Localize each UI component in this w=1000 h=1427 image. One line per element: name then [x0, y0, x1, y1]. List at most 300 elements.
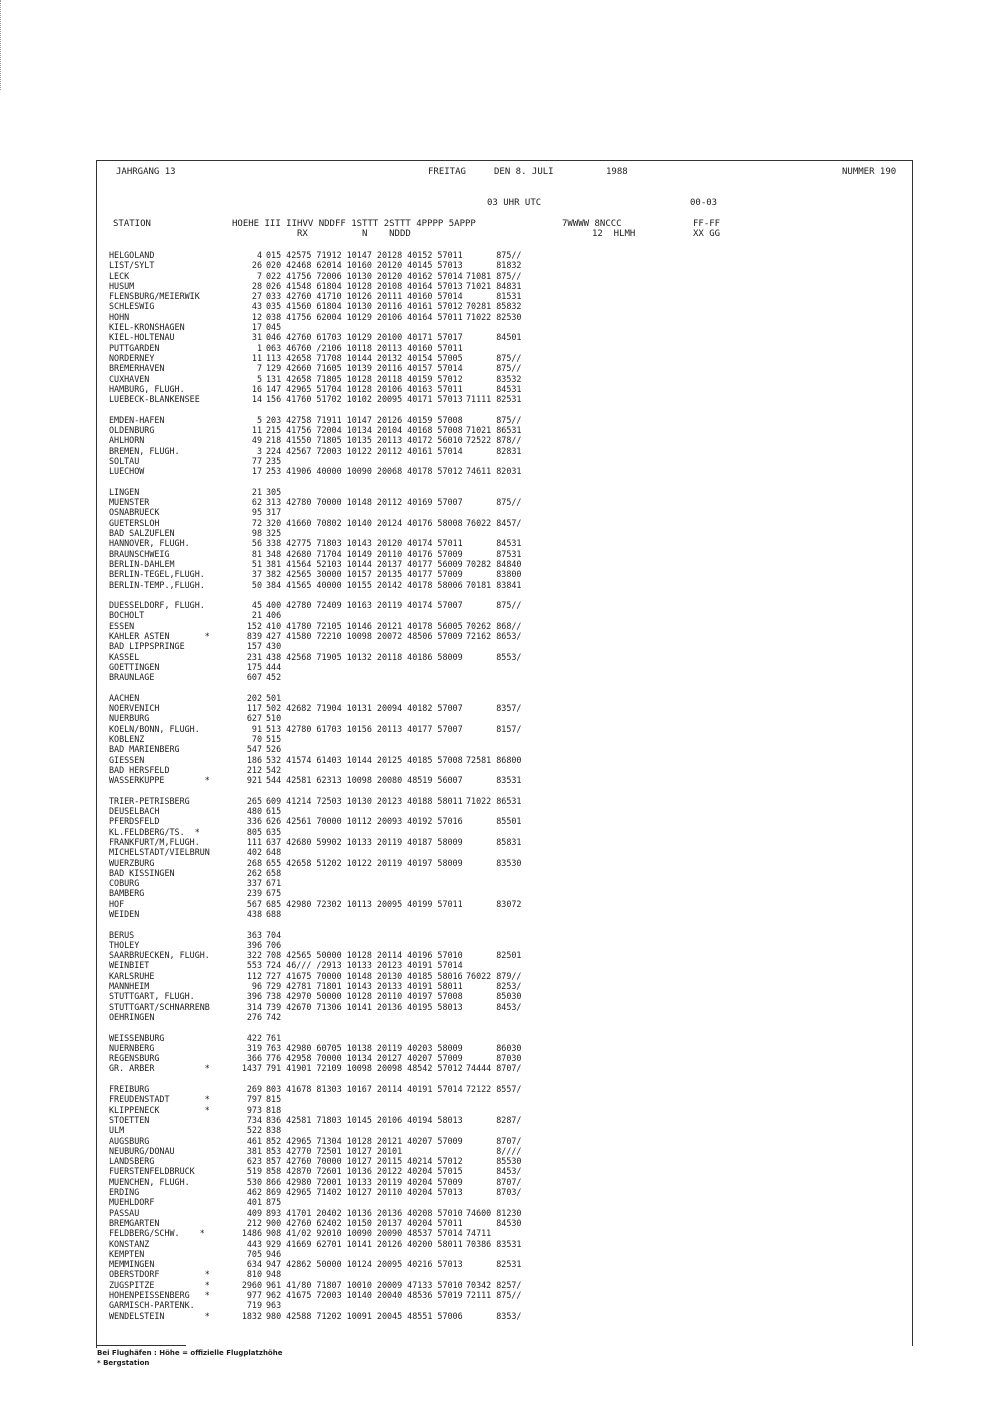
observation-values: 410 41780 72105 10146 20121 40178 56005 [266, 620, 463, 631]
weather-codes: 71022 82530 [466, 311, 522, 322]
column-codes-b1: 7WWWW 8NCCC [562, 219, 622, 229]
station-name: MUENCHEN, FLUGH. [109, 1176, 190, 1187]
station-name: TRIER-PETRISBERG [109, 795, 190, 806]
station-name [109, 404, 210, 414]
weather-codes: 83530 [466, 857, 522, 868]
station-name: COBURG [109, 878, 140, 889]
column-codes-c1: FF-FF [693, 219, 721, 229]
station-name: BAD HERSFELD [109, 764, 170, 775]
station-name: MUEHLDORF [109, 1197, 155, 1208]
station-name: FLENSBURG/MEIERWIK [109, 291, 200, 302]
observation-values: 637 42680 59902 10133 20119 40187 58009 [266, 836, 463, 847]
observation-values: 685 42980 72302 10113 20095 40199 57011 [266, 898, 463, 909]
station-height: 462 [246, 1187, 262, 1198]
station-name: STOETTEN [109, 1114, 150, 1125]
station-height [218, 477, 262, 487]
weather-codes: 70282 84840 [466, 558, 522, 569]
station-name [109, 1022, 210, 1032]
column-codes-b2: 12 HLMH [592, 229, 636, 239]
observation-values: 544 42581 62313 10098 20080 48519 56007 [266, 775, 463, 786]
observation-values: 852 42965 71304 10128 20121 40207 57009 [266, 1135, 463, 1146]
station-name: CUXHAVEN [109, 373, 150, 384]
observation-values: 648 [266, 847, 282, 858]
station-name: KIEL-KRONSHAGEN [109, 322, 185, 333]
weather-codes: 8357/ [466, 703, 522, 714]
station-height: 409 [246, 1207, 262, 1218]
weather-codes: 8453/ [466, 1001, 522, 1012]
weather-codes [466, 734, 521, 744]
weather-codes [466, 878, 521, 888]
weather-cloud-codes-column [466, 250, 521, 1321]
station-height: 239 [246, 888, 262, 899]
station-height: 51 [251, 558, 262, 569]
station-height: 805 [246, 826, 262, 837]
observation-values: 858 42870 72601 10136 20122 40204 57015 [266, 1166, 463, 1177]
weather-codes: 71111 82531 [466, 394, 522, 405]
weather-codes: 76022 879// [466, 970, 522, 981]
observation-values: 532 41574 61403 10144 20125 40185 57008 [266, 754, 463, 765]
observation-values: 875 [266, 1197, 282, 1208]
weather-codes [466, 487, 521, 497]
column-station: STATION [113, 219, 151, 229]
observation-values: 615 [266, 806, 282, 817]
station-name [109, 1074, 210, 1084]
observation-values [266, 477, 463, 487]
observation-values: 406 [266, 610, 282, 621]
station-name: ZUGSPITZE * [109, 1279, 210, 1290]
observation-values: 776 42958 70000 10134 20127 40207 57009 [266, 1053, 463, 1064]
station-name [109, 590, 210, 600]
weather-codes: 8157/ [466, 723, 522, 734]
station-name: LUECHOW [109, 466, 145, 477]
station-height: 396 [246, 991, 262, 1002]
observation-values [266, 404, 463, 414]
station-height: 1832 [241, 1310, 262, 1321]
station-name: FREIBURG [109, 1084, 150, 1095]
station-name: GUETERSLOH [109, 517, 160, 528]
observation-values: 724 46/// /2913 10133 20123 40191 57014 [266, 960, 463, 971]
station-height: 337 [246, 878, 262, 889]
observation-values: 045 [266, 322, 282, 333]
weather-codes: 875// [466, 363, 522, 374]
station-height: 567 [246, 898, 262, 909]
weather-codes: 8253/ [466, 981, 522, 992]
observation-values: 430 [266, 641, 282, 652]
station-height: 152 [246, 620, 262, 631]
observation-values: 215 41756 72004 10134 20104 40168 57008 [266, 425, 463, 436]
station-name: OEHRINGEN [109, 1011, 155, 1022]
station-name: AHLHORN [109, 435, 145, 446]
observation-values: 452 [266, 672, 282, 683]
weather-codes [466, 1105, 521, 1115]
station-name: HANNOVER, FLUGH. [109, 538, 190, 549]
station-name: BAD KISSINGEN [109, 867, 175, 878]
weather-codes [466, 528, 521, 538]
weather-codes: 87030 [466, 1053, 522, 1064]
weather-codes: 72122 8557/ [466, 1084, 522, 1095]
station-name: HOF [109, 898, 125, 909]
weather-codes: 70342 8257/ [466, 1279, 522, 1290]
observation-values: 658 [266, 867, 282, 878]
observation-values: 129 42660 71605 10139 20116 40157 57014 [266, 363, 463, 374]
station-height: 366 [246, 1053, 262, 1064]
weather-codes: 83531 [466, 775, 522, 786]
weather-codes [466, 868, 521, 878]
observation-values: 400 42780 72409 10163 20119 40174 57007 [266, 600, 463, 611]
observation-values: 526 [266, 744, 282, 755]
station-height: 2960 [241, 1279, 262, 1290]
station-height: 396 [246, 939, 262, 950]
observation-values: 791 41901 72109 10098 20098 48542 57012 [266, 1063, 463, 1074]
station-height: 231 [246, 651, 262, 662]
observation-values: 542 [266, 764, 282, 775]
station-height: 438 [246, 909, 262, 919]
observation-values [266, 590, 463, 600]
station-name: KASSEL [109, 651, 140, 662]
station-name: KOBLENZ [109, 733, 145, 744]
observation-values: 203 42758 71911 10147 20126 40159 57008 [266, 414, 463, 425]
observation-values: 857 42760 70000 10127 20115 40214 57012 [266, 1156, 463, 1167]
station-height: 530 [246, 1176, 262, 1187]
station-height: 381 [246, 1145, 262, 1156]
observation-values: 348 42680 71704 10149 20110 40176 57009 [266, 548, 463, 559]
station-name: KLIPPENECK * [109, 1104, 210, 1115]
weather-codes: 83532 [466, 373, 522, 384]
station-name: ESSEN [109, 620, 135, 631]
weather-codes [466, 1249, 521, 1259]
observation-values: 706 [266, 939, 282, 950]
weather-codes: 76022 8457/ [466, 517, 522, 528]
station-name: GR. ARBER * [109, 1063, 210, 1074]
station-height [218, 404, 262, 414]
weather-codes [466, 343, 521, 353]
observation-values: 438 42568 71905 10132 20118 40186 58009 [266, 651, 463, 662]
weather-codes: 71022 86531 [466, 795, 522, 806]
station-height: 112 [246, 970, 262, 981]
weather-codes [466, 765, 521, 775]
weather-codes [466, 888, 521, 898]
station-name: EMDEN-HAFEN [109, 414, 165, 425]
observation-values: 427 41580 72210 10098 20072 48506 57009 [266, 630, 463, 641]
station-height: 547 [246, 744, 262, 755]
station-height [218, 1074, 262, 1084]
station-height: 70 [251, 733, 262, 744]
station-name: NUERNBERG [109, 1042, 155, 1053]
observation-values: 063 46760 /2106 10118 20113 40160 57011 [266, 342, 463, 353]
weather-codes [466, 682, 521, 692]
station-name-column [109, 250, 210, 1321]
station-name: ERDING [109, 1187, 140, 1198]
station-height: 49 [251, 435, 262, 446]
station-name: WENDELSTEIN * [109, 1310, 210, 1321]
header-day: FREITAG [428, 167, 466, 177]
weather-codes [466, 1012, 521, 1022]
observation-values: 020 42468 62014 10160 20120 40145 57013 [266, 260, 463, 271]
weather-codes: 85501 [466, 816, 522, 827]
station-height [218, 1022, 262, 1032]
station-name: WEISSENBURG [109, 1032, 165, 1043]
observation-values: 253 41906 40000 10090 20068 40178 57012 [266, 466, 463, 477]
observation-values: 325 [266, 528, 282, 539]
observation-values: 609 41214 72503 10130 20123 40188 58011 [266, 795, 463, 806]
station-name: BERLIN-DAHLEM [109, 558, 175, 569]
station-height: 461 [246, 1135, 262, 1146]
station-height: 401 [246, 1197, 262, 1208]
observation-values: 038 41756 62004 10129 20106 40164 57011 [266, 311, 463, 322]
station-name: THOLEY [109, 939, 140, 950]
station-height: 202 [246, 692, 262, 703]
station-height: 402 [246, 847, 262, 858]
station-name [109, 682, 210, 692]
observation-values: 729 42781 71801 10143 20133 40191 58011 [266, 981, 463, 992]
station-name: MICHELSTADT/VIELBRUN [109, 847, 210, 858]
station-height: 16 [251, 383, 262, 394]
station-height: 921 [246, 775, 262, 786]
weather-codes [466, 960, 521, 970]
station-height: 623 [246, 1156, 262, 1167]
station-height: 17 [251, 322, 262, 333]
station-height: 319 [246, 1042, 262, 1053]
station-height: 268 [246, 857, 262, 868]
observation-values [266, 1022, 463, 1032]
station-name: LUEBECK-BLANKENSEE [109, 394, 200, 405]
weather-codes: 71021 86531 [466, 425, 522, 436]
station-name: BREMGARTEN [109, 1217, 160, 1228]
weather-codes: 85530 [466, 1156, 522, 1167]
station-name: GARMISCH-PARTENK. [109, 1300, 195, 1311]
station-name: MUENSTER [109, 497, 150, 508]
observation-values: 853 42770 72501 10127 20101 [266, 1145, 403, 1156]
weather-codes: 81531 [466, 291, 522, 302]
weather-codes: 74444 8707/ [466, 1063, 522, 1074]
station-name: SCHLESWIG [109, 301, 155, 312]
observation-values: 501 [266, 692, 282, 703]
weather-codes [466, 641, 521, 651]
station-name: NEUBURG/DONAU [109, 1145, 175, 1156]
weather-codes: 84531 [466, 383, 522, 394]
observation-values: 338 42775 71803 10143 20120 40174 57011 [266, 538, 463, 549]
station-name: KOELN/BONN, FLUGH. [109, 723, 200, 734]
station-name [109, 919, 210, 929]
station-height: 1 [256, 342, 262, 353]
station-height: 37 [251, 569, 262, 580]
weather-codes: 70181 83841 [466, 579, 522, 590]
observation-values: 761 [266, 1032, 282, 1043]
weather-codes: 84501 [466, 332, 522, 343]
station-name: NORDERNEY [109, 352, 155, 363]
weather-codes: 82501 [466, 950, 522, 961]
station-name: HOHENPEISSENBERG * [109, 1289, 210, 1300]
weather-codes: 8287/ [466, 1114, 522, 1125]
observation-values: 962 41675 72003 10140 20040 48536 57019 [266, 1289, 463, 1300]
station-name: KL.FELDBERG/TS. * [109, 826, 200, 837]
station-name: KARLSRUHE [109, 970, 155, 981]
station-height: 977 [246, 1289, 262, 1300]
observation-values: 688 [266, 909, 282, 919]
station-name: BAD MARIENBERG [109, 744, 180, 755]
observation-values: 763 42980 60705 10138 20119 40203 58009 [266, 1042, 463, 1053]
weather-codes: 70262 868// [466, 620, 522, 631]
station-height: 4 [256, 250, 262, 260]
station-name: WEIDEN [109, 909, 140, 919]
station-name: BAD LIPPSPRINGE [109, 641, 185, 652]
observation-values: 655 42658 51202 10122 20119 40197 58009 [266, 857, 463, 868]
station-name: PASSAU [109, 1207, 140, 1218]
station-height: 96 [251, 981, 262, 992]
station-height: 28 [251, 280, 262, 291]
weather-codes: 8//// [466, 1145, 522, 1156]
observation-values: 671 [266, 878, 282, 889]
observation-values: 929 41669 62701 10141 20126 40200 58011 [266, 1238, 463, 1249]
weather-codes: 875// [466, 250, 522, 260]
weather-codes [466, 404, 521, 414]
observation-values: 046 42760 61703 10129 20100 40171 57017 [266, 332, 463, 343]
station-height: 269 [246, 1084, 262, 1095]
station-name: HUSUM [109, 280, 135, 291]
station-name: STUTTGART, FLUGH. [109, 991, 195, 1002]
weather-codes [466, 1022, 521, 1032]
header-date: DEN 8. JULI [494, 167, 554, 177]
station-name: AUGSBURG [109, 1135, 150, 1146]
station-height: 627 [246, 713, 262, 724]
observation-values: 382 42565 30000 10157 20135 40177 57009 [266, 569, 463, 580]
station-name: MEMMINGEN [109, 1259, 155, 1270]
observation-values: 980 42588 71202 10091 20045 48551 57006 [266, 1310, 463, 1321]
weather-codes: 84531 [466, 538, 522, 549]
station-height: 91 [251, 723, 262, 734]
station-height: 111 [246, 836, 262, 847]
observation-values [266, 919, 463, 929]
weather-codes [466, 590, 521, 600]
observation-values: 305 [266, 486, 282, 497]
weather-codes: 71021 84831 [466, 280, 522, 291]
observation-values: 963 [266, 1300, 282, 1311]
report-frame-left-edge [96, 160, 97, 1348]
station-name: BRAUNLAGE [109, 672, 155, 683]
station-height: 43 [251, 301, 262, 312]
observation-values: 727 41675 70000 10148 20130 40185 58016 [266, 970, 463, 981]
station-height: 480 [246, 806, 262, 817]
weather-codes: 875// [466, 352, 522, 363]
station-height: 77 [251, 455, 262, 466]
weather-codes [466, 919, 521, 929]
station-height: 336 [246, 816, 262, 827]
weather-codes: 83800 [466, 569, 522, 580]
observation-values: 502 42682 71904 10131 20094 40182 57007 [266, 703, 463, 714]
weather-codes: 87531 [466, 548, 522, 559]
weather-codes: 8353/ [466, 1310, 522, 1321]
station-height: 5 [256, 414, 262, 425]
station-name: WUERZBURG [109, 857, 155, 868]
weather-codes [466, 322, 521, 332]
weather-codes [466, 1125, 521, 1135]
station-height: 212 [246, 1217, 262, 1228]
weather-codes [466, 456, 521, 466]
observation-values: 444 [266, 661, 282, 672]
station-height: 522 [246, 1125, 262, 1136]
station-height: 72 [251, 517, 262, 528]
observation-values: 946 [266, 1248, 282, 1259]
observation-values: 384 41565 40000 10155 20142 40178 58006 [266, 579, 463, 590]
weather-codes [466, 930, 521, 940]
observation-values: 513 42780 61703 10156 20113 40177 57007 [266, 723, 463, 734]
station-height: 175 [246, 661, 262, 672]
observation-values: 026 41548 61804 10128 20108 40164 57013 [266, 280, 463, 291]
weather-codes [466, 744, 521, 754]
station-height: 797 [246, 1094, 262, 1105]
weather-codes: 71081 875// [466, 270, 522, 281]
station-name: BERLIN-TEGEL,FLUGH. [109, 569, 205, 580]
weather-codes: 70281 85832 [466, 301, 522, 312]
station-height: 17 [251, 466, 262, 477]
station-name [109, 785, 210, 795]
station-name: FUERSTENFELDBRUCK [109, 1166, 195, 1177]
observation-values: 866 42980 72001 10133 20119 40204 57009 [266, 1176, 463, 1187]
weather-codes [466, 477, 521, 487]
observation-values: 893 41701 20402 10136 20136 40208 57010 [266, 1207, 463, 1218]
station-height: 31 [251, 332, 262, 343]
station-name: FELDBERG/SCHW. * [109, 1228, 205, 1239]
station-height: 719 [246, 1300, 262, 1311]
weather-codes: 85030 [466, 991, 522, 1002]
station-name: AACHEN [109, 692, 140, 703]
station-height: 734 [246, 1114, 262, 1125]
weather-codes [466, 1033, 521, 1043]
station-name: DEUSELBACH [109, 806, 160, 817]
column-codes-line2: RX N NDDD [297, 229, 411, 239]
station-height: 314 [246, 1001, 262, 1012]
station-name: HAMBURG, FLUGH. [109, 383, 185, 394]
station-height [218, 590, 262, 600]
station-name: BREMEN, FLUGH. [109, 445, 180, 456]
station-height: 519 [246, 1166, 262, 1177]
station-name: STUTTGART/SCHNARRENB [109, 1001, 210, 1012]
observation-values: 961 41/80 71807 10010 20009 47133 57010 [266, 1279, 463, 1290]
weather-codes: 82831 [466, 445, 522, 456]
station-name: BRAUNSCHWEIG [109, 548, 170, 559]
station-height: 553 [246, 960, 262, 971]
station-name: NUERBURG [109, 713, 150, 724]
observation-values [266, 785, 463, 795]
observation-values: 218 41550 71805 10135 20113 40172 56010 [266, 435, 463, 446]
station-height: 7 [256, 270, 262, 281]
station-height: 56 [251, 538, 262, 549]
station-name: GOETTINGEN [109, 661, 160, 672]
scan-margin-artifact [0, 0, 7, 90]
station-name: KAHLER ASTEN * [109, 630, 210, 641]
station-name: ULM [109, 1125, 125, 1136]
station-height: 1486 [241, 1228, 262, 1239]
station-name: BAD SALZUFLEN [109, 528, 175, 539]
weather-codes: 8707/ [466, 1135, 522, 1146]
report-bottom-rule [96, 1345, 186, 1346]
observation-values [266, 682, 463, 692]
weather-codes: 81832 [466, 260, 522, 271]
observation-values: 948 [266, 1269, 282, 1280]
weather-codes [466, 940, 521, 950]
station-height: 62 [251, 497, 262, 508]
station-height: 973 [246, 1104, 262, 1115]
weather-codes [466, 672, 521, 682]
weather-codes [466, 847, 521, 857]
column-codes-c2: XX GG [693, 229, 721, 239]
observation-values: 022 41756 72006 10130 20120 40162 57014 [266, 270, 463, 281]
station-name: PFERDSFELD [109, 816, 160, 827]
station-name: LECK [109, 270, 130, 281]
weather-codes: 875// [466, 497, 522, 508]
station-height: 5 [256, 373, 262, 384]
header-year: 1988 [606, 167, 628, 177]
